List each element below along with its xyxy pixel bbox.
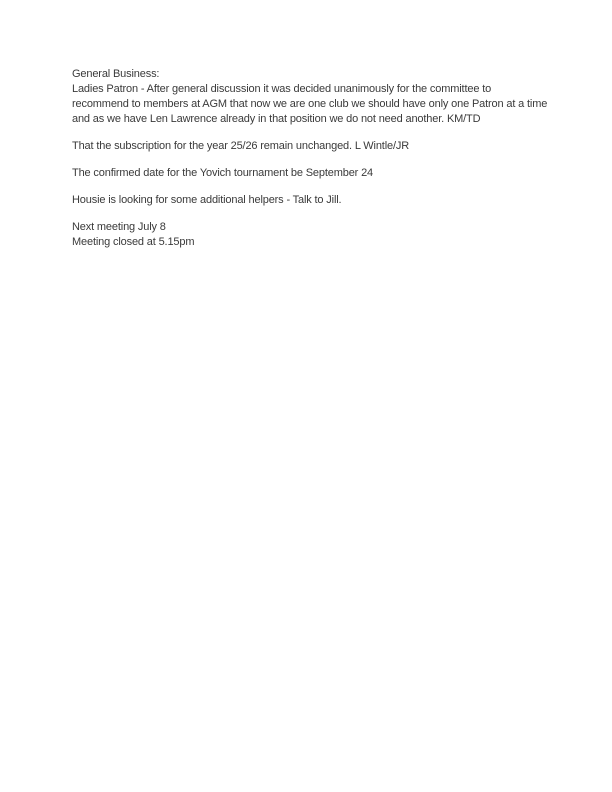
text-line: and as we have Len Lawrence already in that position we do not need another. KM/TD [72, 113, 481, 125]
text-line: Meeting closed at 5.15pm [72, 236, 195, 248]
paragraph [72, 220, 542, 250]
document-body [72, 67, 548, 250]
paragraph [72, 166, 542, 181]
text-line: recommend to members at AGM that now we are one club we should have only one Patron at a time [72, 98, 548, 110]
text-line: Housie is looking for some additional helpers - Talk to Jill. [72, 194, 342, 206]
paragraph [72, 139, 542, 154]
text-line: The confirmed date for the Yovich tournament be September 24 [72, 167, 374, 179]
text-line: Next meeting July 8 [72, 221, 166, 233]
text-line: General Business: [72, 68, 160, 80]
text-line: That the subscription for the year 25/26 remain unchanged. L Wintle/JR [72, 140, 410, 152]
paragraph [72, 67, 548, 127]
text-line: Ladies Patron - After general discussion it was decided unanimously for the committee to [72, 83, 492, 95]
paragraph [72, 193, 542, 208]
